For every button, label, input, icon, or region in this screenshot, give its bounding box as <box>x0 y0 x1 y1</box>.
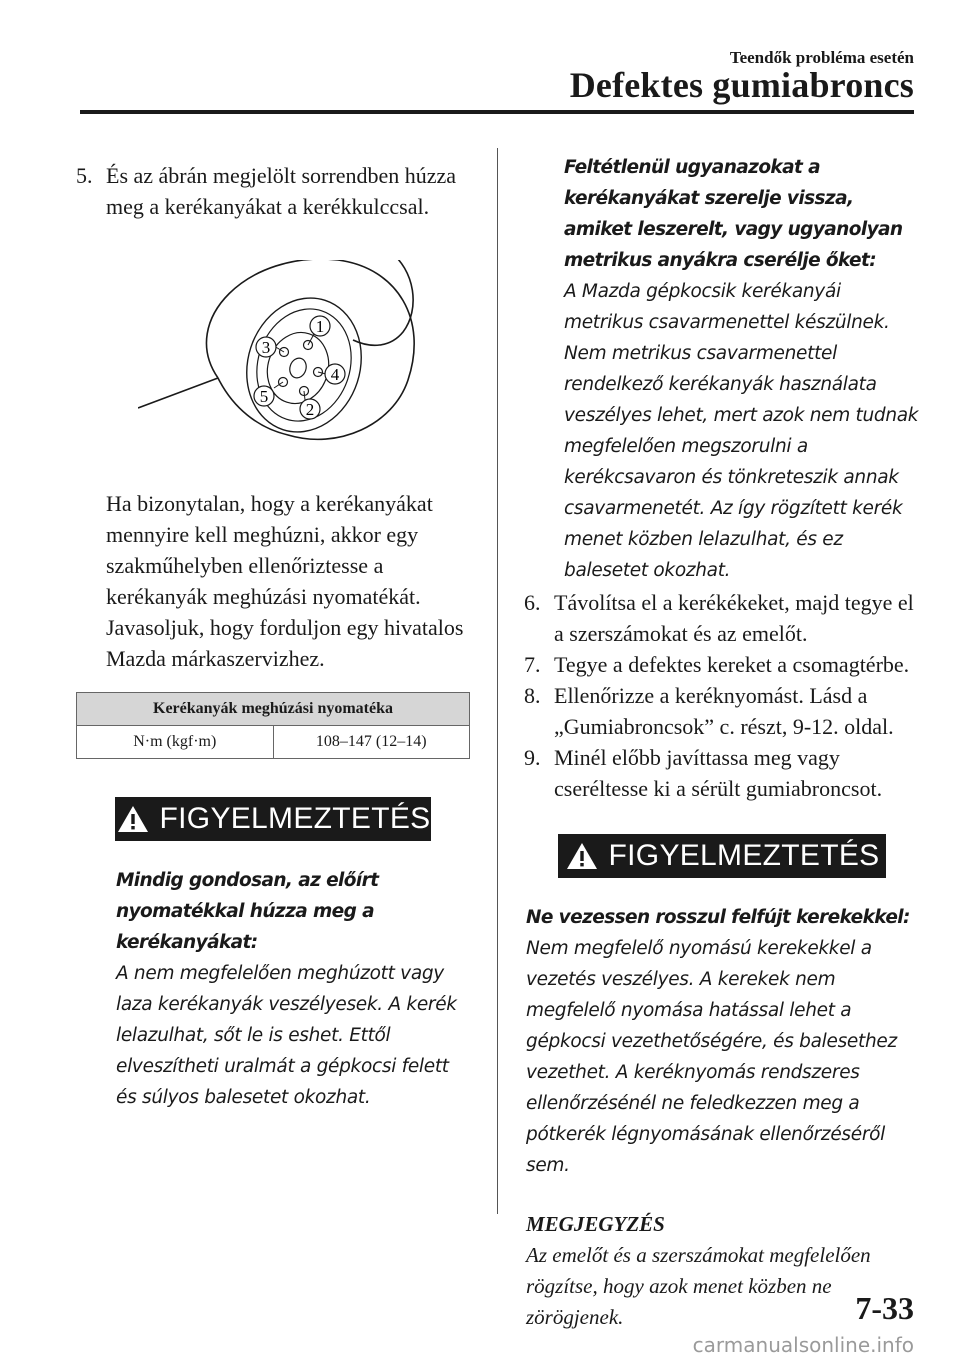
header-section: Teendők probléma esetén <box>729 48 914 67</box>
warning-icon <box>116 804 150 834</box>
warning-continuation <box>524 152 920 586</box>
step-8 <box>524 680 920 742</box>
table-row <box>77 726 470 759</box>
step-text: Ellenőrizze a keréknyomást. Lásd a „Gumiabroncsok” c. részt, 9-12. oldal. <box>554 683 894 739</box>
warning-text: A nem megfelelően meghúzott vagy laza kerékanyák veszélyesek. A kerék lelazulhat, sőt le is eshet. Ettől elveszítheti uralmát a gépkocsi felett és súlyos balesetet okozhat. <box>116 963 457 1108</box>
step-text: És az ábrán megjelölt sorrendben húzza meg a kerékanyákat a kerékkulccsal. <box>106 163 457 219</box>
label-5: 5 <box>259 387 269 406</box>
warning-content-left <box>76 865 470 1113</box>
note-title: MEGJEGYZÉS <box>526 1212 665 1236</box>
warning-label: FIGYELMEZTETÉS <box>608 839 880 872</box>
wheel-illustration <box>138 260 488 460</box>
note-text: Az emelőt és a szerszámokat megfelelően rögzítse, hogy azok menet közben ne zörögjenek. <box>526 1243 871 1329</box>
label-3: 3 <box>261 338 271 357</box>
torque-paragraph: Ha bizonytalan, hogy a kerékanyákat mennyire kell meghúzni, akkor egy szakműhelyben ellenőriztesse a kerékanyák meghúzási nyomatékát. Javasoljuk, hogy forduljon egy hivatalos Mazda márkaszervizhez. <box>106 491 464 671</box>
step-number: 6. <box>524 590 541 615</box>
label-1: 1 <box>315 317 325 336</box>
steps-list <box>524 587 920 804</box>
label-2: 2 <box>305 400 315 419</box>
right-column <box>524 152 920 1333</box>
table-header: Kerékanyák meghúzási nyomatéka <box>77 693 470 726</box>
wheel-nut-order-figure <box>138 260 488 460</box>
warning-text: Nem megfelelő nyomású kerekekkel a vezetés veszélyes. A kerekek nem megfelelő nyomása hatással lehet a gépkocsi vezethetőségére, és balesethez vezethet. A keréknyomás rendszeres ellenőrzésénél ne feledkezzen meg a pótkerék légnyomásának ellenőrzéséről sem. <box>526 938 897 1176</box>
step-number: 8. <box>524 683 541 708</box>
step-7 <box>524 649 920 680</box>
step-text: Minél előbb javíttassa meg vagy cseréltesse ki a sérült gumiabroncsot. <box>554 745 883 801</box>
warning-label: FIGYELMEZTETÉS <box>159 802 431 835</box>
table-cell-value: 108–147 (12–14) <box>273 726 470 759</box>
page-number: 7-33 <box>855 1290 914 1326</box>
continuation-title: Feltétlenül ugyanazokat a kerékanyákat szerelje vissza, amiket leszerelt, vagy ugyanolyan metrikus anyákra cserélje őket: <box>564 157 903 271</box>
step-text: Tegye a defektes kereket a csomagtérbe. <box>554 652 910 677</box>
continuation-text: A Mazda gépkocsik kerékanyái metrikus csavarmenettel készülnek. Nem metrikus csavarmenettel rendelkező kerékanyák használata veszélyes lehet, mert azok nem tudnak megfelelően megszorulni a kerékcsavaron és tönkreteszik annak csavarmenetét. Az így rögzített kerék menet közben lelazulhat, és ez balesetet okozhat. <box>564 281 919 581</box>
header-rule <box>80 110 914 114</box>
warning-content-right <box>524 902 920 1181</box>
step-text: Távolítsa el a kerékékeket, majd tegye el a szerszámokat és az emelőt. <box>554 590 914 646</box>
step-number: 5. <box>76 163 93 188</box>
step-5 <box>76 160 470 222</box>
step-number: 7. <box>524 652 541 677</box>
torque-table <box>76 692 470 759</box>
step-9 <box>524 742 920 804</box>
step-6 <box>524 587 920 649</box>
warning-icon <box>565 841 599 871</box>
left-column <box>76 160 470 1113</box>
column-divider <box>497 148 498 1214</box>
warning-banner-left <box>115 797 431 841</box>
warning-title: Mindig gondosan, az előírt nyomatékkal húzza meg a kerékanyákat: <box>116 870 379 953</box>
label-4: 4 <box>330 365 340 384</box>
warning-banner-right <box>558 834 886 878</box>
watermark: carmanualsonline.info <box>692 1333 914 1357</box>
warning-title: Ne vezessen rosszul felfújt kerekekkel: <box>526 907 910 928</box>
page-title: Defektes gumiabroncs <box>569 65 914 105</box>
table-cell-unit: N·m (kgf·m) <box>77 726 274 759</box>
step-number: 9. <box>524 745 541 770</box>
